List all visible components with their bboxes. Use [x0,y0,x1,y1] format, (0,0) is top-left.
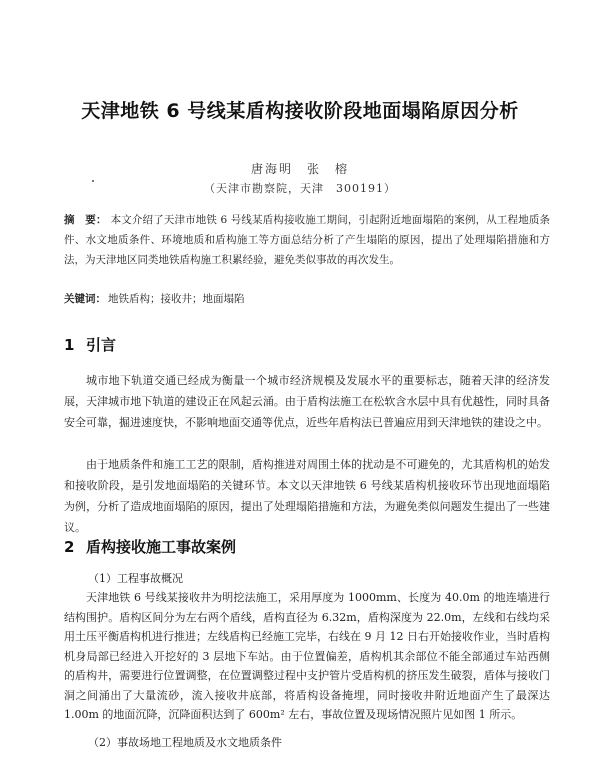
paragraph: 天津地铁 6 号线某接收井为明挖法施工，采用厚度为 1000mm、长度为 40.0m 的地连墙进行结构围护。盾构区间分为左右两个盾线，盾构直径为 6.32m，盾构深度为 22.0m，左线和右线均采用土压平衡盾构机进行推进；左线盾构已经施工完毕，右线在 9 月 12 日右开始接收作业，当时盾构机身局部已经进入开挖好的 3 层地下车站。由于位置偏差，盾构机其余部位不能全部通过车站西侧的盾构井，需要进行位置调整，在位置调整过程中支护管片受盾构机的挤压发生破裂，盾体与接收门洞之间涌出了大量流砂，流入接收井底部，将盾构设备掩埋，同时接收井附近地面产生了最深达 1.00m 的地面沉降，沉降面积达到了 600m² 左右，事故位置及现场情况照片见如图 1 所示。 [64,591,550,721]
keywords-text: 地铁盾构；接收井；地面塌陷 [108,293,245,305]
paper-title: 天津地铁 6 号线某盾构接收阶段地面塌陷原因分析 [81,100,519,122]
paragraph: 城市地下轨道交通已经成为衡量一个城市经济规模及发展水平的重要标志，随着天津的经济发展，天津城市地下轨道的建设正在风起云涌。由于盾构法施工在松软含水层中具有优越性，同时具备安全可靠，掘进速度快，不影响地面交通等优点，近些年盾构法已普遍应用到天津地铁的建设之中。 [64,374,550,429]
abstract-text: 本文介绍了天津市地铁 6 号线某盾构接收施工期间，引起附近地面塌陷的案例，从工程地质条件、水文地质条件、环境地质和盾构施工等方面总结分析了产生塌陷的原因，提出了处理塌陷措施和方法，为天津地区同类地铁盾构施工积累经验，避免类似事故的再次发生。 [64,214,550,266]
keywords-label: 关键词： [64,293,106,305]
paragraph: 由于地质条件和施工工艺的限制，盾构推进对周围土体的扰动是不可避免的，尤其盾构机的始发和接收阶段，是引发地面塌陷的关键环节。本文以天津地铁 6 号线某盾构机接收环节出现地面塌陷为例，分析了造成地面塌陷的原因，提出了处理塌陷措施和方法，为避免类似问题发生提出了一些建议。 [64,458,550,534]
section-title: 引言 [86,336,117,354]
affiliation: （天津市勘察院，天津 300191） [204,182,396,195]
section-number: 2 [64,538,75,556]
authors: 唐海明 张 榕 [250,162,349,176]
section-heading-1 [64,334,116,355]
abstract [64,210,550,270]
section-number: 1 [64,336,75,354]
subheading: （2）事故场地工程地质及水文地质条件 [88,736,282,749]
subheading: （1）工程事故概况 [88,572,183,585]
abstract-label: 摘 要： [64,214,107,226]
keywords [64,290,550,308]
section-heading-2 [64,536,236,557]
section-title: 盾构接收施工事故案例 [86,538,237,556]
